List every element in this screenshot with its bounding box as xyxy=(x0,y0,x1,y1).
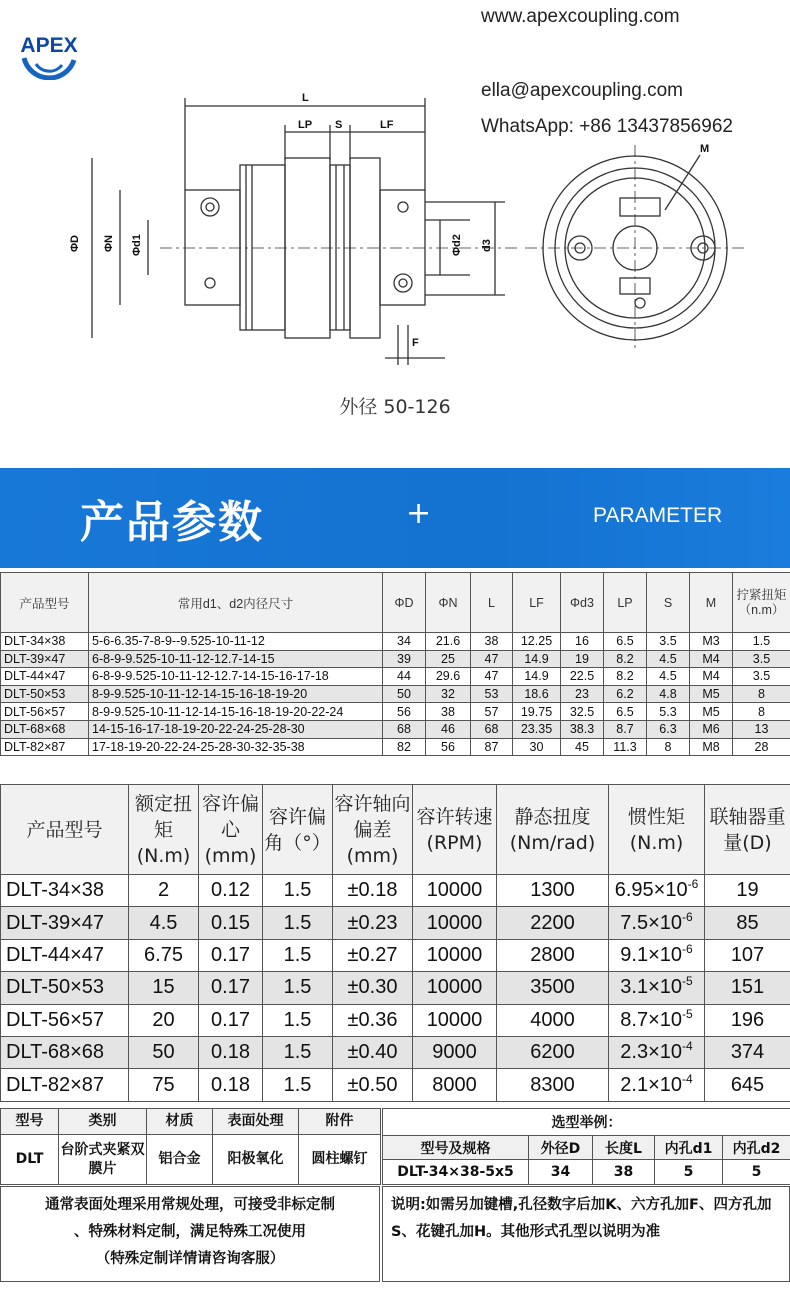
table-row xyxy=(1,668,790,686)
col-material: 材质 xyxy=(147,1109,213,1135)
type-value: DLT xyxy=(1,1135,59,1185)
example-title-row xyxy=(383,1109,790,1136)
cell-stiff: 4000 xyxy=(497,1004,609,1036)
performance-table xyxy=(0,784,790,1102)
col-L: L xyxy=(471,573,513,633)
dim-M: M xyxy=(700,143,710,155)
col-weight: 联轴器重量(D) xyxy=(705,785,790,875)
length-value: 38 xyxy=(593,1160,655,1185)
cell-torque: 2 xyxy=(129,875,199,907)
cell-rpm: 8000 xyxy=(413,1069,497,1101)
cell-LF: 30 xyxy=(513,738,561,756)
cell-M: M4 xyxy=(690,668,733,686)
inertia-base: 2.1×10 xyxy=(620,1073,683,1096)
cell-axial: ±0.50 xyxy=(333,1069,413,1101)
col-type: 型号 xyxy=(1,1109,59,1135)
col-speed: 容许转速(RPM) xyxy=(413,785,497,875)
header xyxy=(0,0,790,468)
cell-model: DLT-44×47 xyxy=(1,939,129,971)
inertia-base: 2.3×10 xyxy=(620,1041,683,1064)
cell-LF: 19.75 xyxy=(513,703,561,721)
cell-S: 4.5 xyxy=(647,650,690,668)
cell-inertia xyxy=(609,1004,705,1036)
cell-rpm: 10000 xyxy=(413,907,497,939)
cell-L: 87 xyxy=(471,738,513,756)
cell-stiff: 6200 xyxy=(497,1036,609,1068)
table-row xyxy=(1,738,790,756)
cell-D: 39 xyxy=(383,650,426,668)
cell-D: 82 xyxy=(383,738,426,756)
cell-L: 47 xyxy=(471,650,513,668)
inertia-base: 3.1×10 xyxy=(620,976,683,999)
cell-inertia xyxy=(609,972,705,1004)
col-category: 类别 xyxy=(59,1109,147,1135)
table-row xyxy=(1,1069,790,1101)
dim-N: ΦN xyxy=(103,235,115,252)
banner-plus: + xyxy=(406,496,432,531)
type-table-row xyxy=(1,1135,381,1185)
cell-axial: ±0.23 xyxy=(333,907,413,939)
cell-stiff: 2200 xyxy=(497,907,609,939)
cell-L: 47 xyxy=(471,668,513,686)
cell-LP: 6.5 xyxy=(604,633,647,651)
cell-model: DLT-82×87 xyxy=(1,738,89,756)
cell-rpm: 9000 xyxy=(413,1036,497,1068)
cell-inertia xyxy=(609,939,705,971)
dim-LP: LP xyxy=(298,119,313,131)
table-row xyxy=(1,720,790,738)
table-row xyxy=(1,685,790,703)
cell-weight: 196 xyxy=(705,1004,790,1036)
inertia-exponent: -6 xyxy=(687,877,699,892)
cell-N: 25 xyxy=(426,650,471,668)
cell-weight: 85 xyxy=(705,907,790,939)
cell-ecc: 0.17 xyxy=(199,972,263,1004)
cell-D: 50 xyxy=(383,685,426,703)
cell-tightening-torque: 28 xyxy=(733,738,790,756)
col-model: 产品型号 xyxy=(1,573,89,633)
cell-S: 4.8 xyxy=(647,685,690,703)
cell-N: 38 xyxy=(426,703,471,721)
cell-axial: ±0.40 xyxy=(333,1036,413,1068)
col-S: S xyxy=(647,573,690,633)
cell-stiff: 2800 xyxy=(497,939,609,971)
cell-L: 53 xyxy=(471,685,513,703)
cell-bore-sizes: 5-6-6.35-7-8-9--9.525-10-11-12 xyxy=(89,633,383,651)
cell-torque: 15 xyxy=(129,972,199,1004)
cell-rpm: 10000 xyxy=(413,875,497,907)
dimension-table xyxy=(0,572,790,756)
cell-d3: 38.3 xyxy=(561,720,604,738)
cell-ecc: 0.17 xyxy=(199,1004,263,1036)
surface-value: 阳极氧化 xyxy=(213,1135,299,1185)
banner-title: 产品参数 xyxy=(80,497,264,548)
col-stiffness: 静态扭度(Nm/rad) xyxy=(497,785,609,875)
cell-tightening-torque: 3.5 xyxy=(733,668,790,686)
cell-d3: 45 xyxy=(561,738,604,756)
cell-inertia xyxy=(609,1036,705,1068)
cell-model: DLT-34×38 xyxy=(1,875,129,907)
col-inertia: 惯性矩(N.m) xyxy=(609,785,705,875)
drawing-caption: 外径 50-126 xyxy=(339,396,451,418)
cell-D: 44 xyxy=(383,668,426,686)
note-line: （特殊定制详情请咨询客服） xyxy=(95,1251,285,1267)
table-row xyxy=(1,703,790,721)
website-link[interactable]: www.apexcoupling.com xyxy=(481,6,680,27)
cell-M: M5 xyxy=(690,703,733,721)
cell-angle: 1.5 xyxy=(263,1036,333,1068)
bore-d1-value: 5 xyxy=(655,1160,723,1185)
cell-d3: 19 xyxy=(561,650,604,668)
dimension-table-header xyxy=(1,573,790,633)
cell-d3: 23 xyxy=(561,685,604,703)
col-model: 产品型号 xyxy=(1,785,129,875)
cell-M: M6 xyxy=(690,720,733,738)
cell-torque: 6.75 xyxy=(129,939,199,971)
cell-LF: 14.9 xyxy=(513,650,561,668)
note-line: 、特殊材料定制，满足特殊工况使用 xyxy=(74,1224,306,1240)
table-row xyxy=(1,907,790,939)
col-outer-d: 外径D xyxy=(529,1136,593,1160)
dim-D: ΦD xyxy=(69,235,81,252)
cell-angle: 1.5 xyxy=(263,907,333,939)
cell-torque: 50 xyxy=(129,1036,199,1068)
cell-model: DLT-50×53 xyxy=(1,685,89,703)
col-spec: 型号及规格 xyxy=(383,1136,529,1160)
cell-torque: 20 xyxy=(129,1004,199,1036)
cell-S: 5.3 xyxy=(647,703,690,721)
cell-model: DLT-39×47 xyxy=(1,650,89,668)
cell-stiff: 3500 xyxy=(497,972,609,1004)
cell-LF: 14.9 xyxy=(513,668,561,686)
note-line: 通常表面处理采用常规处理，可接受非标定制 xyxy=(45,1197,335,1213)
col-d3: Φd3 xyxy=(561,573,604,633)
inertia-exponent: -4 xyxy=(682,1071,693,1086)
cell-S: 8 xyxy=(647,738,690,756)
col-axial: 容许轴向偏差(mm) xyxy=(333,785,413,875)
dim-LF: LF xyxy=(380,119,394,131)
cell-axial: ±0.36 xyxy=(333,1004,413,1036)
cell-L: 38 xyxy=(471,633,513,651)
cell-LP: 8.7 xyxy=(604,720,647,738)
dim-L: L xyxy=(302,92,309,104)
col-M: M xyxy=(690,573,733,633)
cell-model: DLT-68×68 xyxy=(1,1036,129,1068)
cell-D: 56 xyxy=(383,703,426,721)
banner-subtitle: PARAMETER xyxy=(593,504,723,527)
inertia-exponent: -6 xyxy=(682,941,693,956)
inertia-exponent: -5 xyxy=(682,1006,693,1021)
cell-N: 56 xyxy=(426,738,471,756)
example-header-row xyxy=(383,1136,790,1160)
cell-model: DLT-50×53 xyxy=(1,972,129,1004)
cell-M: M8 xyxy=(690,738,733,756)
cell-torque: 4.5 xyxy=(129,907,199,939)
cell-N: 21.6 xyxy=(426,633,471,651)
cell-LP: 11.3 xyxy=(604,738,647,756)
cell-LP: 6.5 xyxy=(604,703,647,721)
accessory-value: 圆柱螺钉 xyxy=(299,1135,381,1185)
cell-M: M3 xyxy=(690,633,733,651)
inertia-exponent: -4 xyxy=(682,1039,693,1054)
cell-stiff: 8300 xyxy=(497,1069,609,1101)
cell-angle: 1.5 xyxy=(263,972,333,1004)
cell-L: 68 xyxy=(471,720,513,738)
cell-bore-sizes: 17-18-19-20-22-24-25-28-30-32-35-38 xyxy=(89,738,383,756)
cell-ecc: 0.18 xyxy=(199,1036,263,1068)
inertia-base: 7.5×10 xyxy=(620,911,683,934)
cell-L: 57 xyxy=(471,703,513,721)
cell-axial: ±0.27 xyxy=(333,939,413,971)
cell-bore-sizes: 6-8-9-9.525-10-11-12-12.7-14-15-16-17-18 xyxy=(89,668,383,686)
cell-inertia xyxy=(609,907,705,939)
col-LF: LF xyxy=(513,573,561,633)
spec-value: DLT-34×38-5x5 xyxy=(383,1160,529,1185)
col-accessory: 附件 xyxy=(299,1109,381,1135)
col-length: 长度L xyxy=(593,1136,655,1160)
cell-angle: 1.5 xyxy=(263,939,333,971)
cell-D: 34 xyxy=(383,633,426,651)
parameter-banner xyxy=(0,468,790,568)
cell-S: 6.3 xyxy=(647,720,690,738)
example-title: 选型举例： xyxy=(383,1109,790,1136)
cell-tightening-torque: 13 xyxy=(733,720,790,738)
col-D: ΦD xyxy=(383,573,426,633)
material-value: 铝合金 xyxy=(147,1135,213,1185)
cell-tightening-torque: 8 xyxy=(733,703,790,721)
cell-bore-sizes: 6-8-9-9.525-10-11-12-12.7-14-15 xyxy=(89,650,383,668)
table-row xyxy=(1,633,790,651)
category-value: 台阶式夹紧双膜片 xyxy=(59,1135,147,1185)
cell-weight: 151 xyxy=(705,972,790,1004)
cell-N: 46 xyxy=(426,720,471,738)
cell-LP: 8.2 xyxy=(604,668,647,686)
cell-S: 4.5 xyxy=(647,668,690,686)
type-table-header xyxy=(1,1109,381,1135)
table-row xyxy=(1,939,790,971)
dim-d2: Φd2 xyxy=(451,234,463,256)
cell-rpm: 10000 xyxy=(413,972,497,1004)
example-table xyxy=(382,1108,790,1185)
cell-d3: 16 xyxy=(561,633,604,651)
col-N: ΦN xyxy=(426,573,471,633)
cell-bore-sizes: 8-9-9.525-10-11-12-14-15-16-18-19-20 xyxy=(89,685,383,703)
cell-bore-sizes: 8-9-9.525-10-11-12-14-15-16-18-19-20-22-24 xyxy=(89,703,383,721)
cell-LP: 8.2 xyxy=(604,650,647,668)
cell-weight: 19 xyxy=(705,875,790,907)
inertia-base: 6.95×10 xyxy=(614,879,688,902)
col-bore-d1: 内孔d1 xyxy=(655,1136,723,1160)
col-angle: 容许偏角（°） xyxy=(263,785,333,875)
cell-d3: 22.5 xyxy=(561,668,604,686)
cell-N: 29.6 xyxy=(426,668,471,686)
cell-inertia xyxy=(609,875,705,907)
cell-ecc: 0.15 xyxy=(199,907,263,939)
brand-text: APEX xyxy=(20,34,78,57)
cell-D: 68 xyxy=(383,720,426,738)
cell-model: DLT-56×57 xyxy=(1,1004,129,1036)
table-row xyxy=(1,972,790,1004)
dim-S: S xyxy=(335,119,343,131)
cell-model: DLT-44×47 xyxy=(1,668,89,686)
cell-LF: 18.6 xyxy=(513,685,561,703)
cell-ecc: 0.12 xyxy=(199,875,263,907)
cell-weight: 374 xyxy=(705,1036,790,1068)
cell-weight: 107 xyxy=(705,939,790,971)
cell-axial: ±0.18 xyxy=(333,875,413,907)
cell-rpm: 10000 xyxy=(413,939,497,971)
cell-M: M4 xyxy=(690,650,733,668)
inertia-exponent: -5 xyxy=(682,974,693,989)
cell-torque: 75 xyxy=(129,1069,199,1101)
col-bore-d2: 内孔d2 xyxy=(723,1136,790,1160)
cell-angle: 1.5 xyxy=(263,875,333,907)
cell-S: 3.5 xyxy=(647,633,690,651)
bore-d2-value: 5 xyxy=(723,1160,790,1185)
cell-N: 32 xyxy=(426,685,471,703)
inertia-base: 8.7×10 xyxy=(620,1008,683,1031)
table-row xyxy=(1,650,790,668)
cell-rpm: 10000 xyxy=(413,1004,497,1036)
cell-angle: 1.5 xyxy=(263,1004,333,1036)
cell-d3: 32.5 xyxy=(561,703,604,721)
dim-d3: d3 xyxy=(481,239,493,252)
bore-option-note: 说明:如需另加键槽,孔径数字后加K、六方孔加F、四方孔加S、花键孔加H。其他形式孔型以说明为准 xyxy=(382,1186,790,1282)
cell-inertia xyxy=(609,1069,705,1101)
dim-d1: Φd1 xyxy=(131,234,143,256)
cell-LP: 6.2 xyxy=(604,685,647,703)
cell-LF: 12.25 xyxy=(513,633,561,651)
table-row xyxy=(1,875,790,907)
cell-model: DLT-56×57 xyxy=(1,703,89,721)
cell-LF: 23.35 xyxy=(513,720,561,738)
email-link[interactable]: ella@apexcoupling.com xyxy=(481,80,684,101)
customization-note xyxy=(0,1186,380,1282)
inertia-base: 9.1×10 xyxy=(620,943,683,966)
cell-model: DLT-39×47 xyxy=(1,907,129,939)
cell-tightening-torque: 3.5 xyxy=(733,650,790,668)
dim-F: F xyxy=(412,337,419,349)
outer-d-value: 34 xyxy=(529,1160,593,1185)
cell-tightening-torque: 1.5 xyxy=(733,633,790,651)
cell-axial: ±0.30 xyxy=(333,972,413,1004)
table-row xyxy=(1,1004,790,1036)
col-surface: 表面处理 xyxy=(213,1109,299,1135)
cell-model: DLT-68×68 xyxy=(1,720,89,738)
inertia-exponent: -6 xyxy=(682,909,693,924)
cell-ecc: 0.18 xyxy=(199,1069,263,1101)
type-table xyxy=(0,1108,381,1185)
cell-weight: 645 xyxy=(705,1069,790,1101)
cell-tightening-torque: 8 xyxy=(733,685,790,703)
cell-model: DLT-34×38 xyxy=(1,633,89,651)
col-LP: LP xyxy=(604,573,647,633)
col-tightening-torque: 拧紧扭矩（n.m） xyxy=(733,573,790,633)
performance-table-header xyxy=(1,785,790,875)
col-rated-torque: 额定扭矩(N.m) xyxy=(129,785,199,875)
cell-ecc: 0.17 xyxy=(199,939,263,971)
col-bore-sizes: 常用d1、d2内径尺寸 xyxy=(89,573,383,633)
example-value-row xyxy=(383,1160,790,1185)
cell-M: M5 xyxy=(690,685,733,703)
whatsapp-text: WhatsApp: +86 13437856962 xyxy=(481,116,733,137)
cell-bore-sizes: 14-15-16-17-18-19-20-22-24-25-28-30 xyxy=(89,720,383,738)
cell-angle: 1.5 xyxy=(263,1069,333,1101)
cell-model: DLT-82×87 xyxy=(1,1069,129,1101)
cell-stiff: 1300 xyxy=(497,875,609,907)
col-eccentricity: 容许偏心(mm) xyxy=(199,785,263,875)
table-row xyxy=(1,1036,790,1068)
